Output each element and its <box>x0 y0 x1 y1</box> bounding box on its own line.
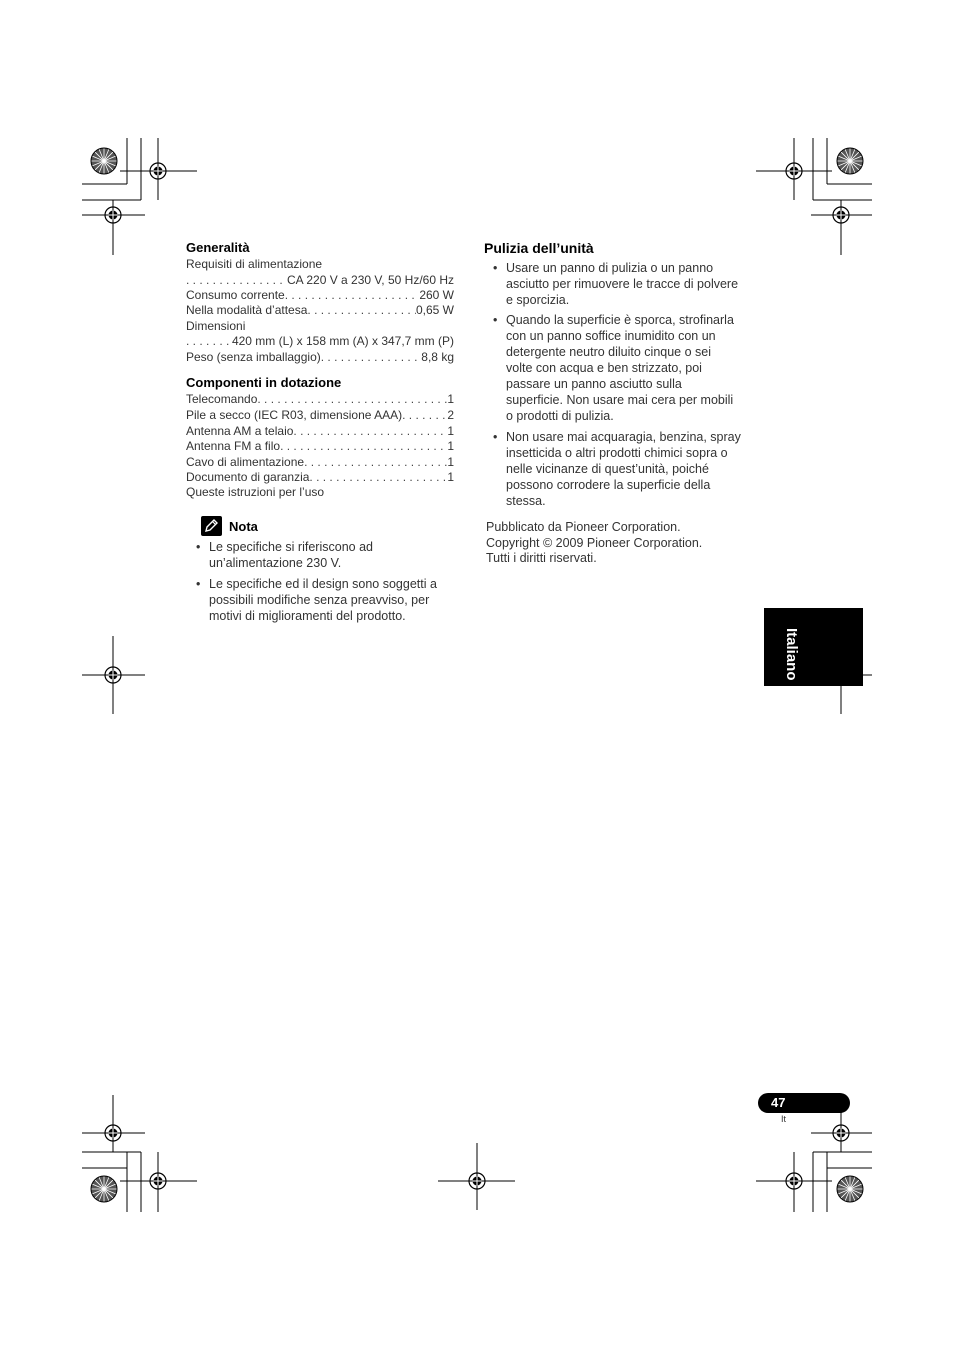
section-title-pulizia: Pulizia dell’unità <box>484 240 594 256</box>
note-bullet: • Le specifiche ed il design sono soggetti a possibili modifiche senza preavviso, per motivi di miglioramenti del prodotto. <box>196 577 437 623</box>
section-title-generalita: Generalità <box>186 240 250 255</box>
spec-label-power: Requisiti di alimentazione <box>186 257 323 271</box>
cleaning-bullet: • Non usare mai acquaragia, benzina, spray insetticida o altri prodotti chimici sopra o nelle vicinanze di quest’unità, poiché possono corrodere la superficie della stessa. <box>493 430 741 508</box>
language-tab: Italiano <box>764 608 863 686</box>
spec-row-dimensions: . . . 420 mm (L) x 158 mm (A) x 347,7 mm (P) <box>186 334 454 350</box>
note-title: Nota <box>229 519 258 534</box>
list-item: Documento di garanzia . . . 1 <box>186 470 454 486</box>
list-item: Queste istruzioni per l’uso <box>186 485 325 499</box>
spec-value-power: CA 220 V a 230 V, 50 Hz/60 Hz <box>287 273 454 287</box>
spec-row-consumption: Consumo corrente . . . 260 W <box>186 288 454 304</box>
cleaning-bullet: • Quando la superficie è sporca, strofinarla con un panno soffice inumidito con un detergente neutro diluito cinque o sei volte con acqua e ben strizzato, poi passare un panno asciutto sulla superficie. Non usare mai cera per mobili o prodotti di pulizia. <box>493 313 734 423</box>
list-item: Pile a secco (IEC R03, dimensione AAA) . . . 2 <box>186 408 454 424</box>
list-item: Antenna AM a telaio . . . 1 <box>186 424 454 440</box>
page-number-badge: 47 <box>758 1093 850 1113</box>
section-title-componenti: Componenti in dotazione <box>186 375 342 390</box>
spec-row-weight: Peso (senza imballaggio) . . . 8,8 kg <box>186 350 454 366</box>
spec-label-dimensions: Dimensioni <box>186 319 246 333</box>
publisher-info: Pubblicato da Pioneer Corporation. Copyright © 2009 Pioneer Corporation. Tutti i diritti riservati. <box>486 520 703 565</box>
note-bullet: • Le specifiche si riferiscono ad un’alimentazione 230 V. <box>196 540 373 570</box>
list-item: Telecomando . . . 1 <box>186 392 454 408</box>
list-item: Antenna FM a filo . . . 1 <box>186 439 454 455</box>
cleaning-bullet: • Usare un panno di pulizia o un panno asciutto per rimuovere le tracce di polvere e sporcizia. <box>493 261 739 307</box>
spec-row-standby: Nella modalità d’attesa . . . 0,65 W <box>186 303 454 319</box>
note-pencil-icon <box>201 516 222 536</box>
page-language: It <box>781 1114 787 1124</box>
spec-row-power <box>186 273 454 289</box>
list-item: Cavo di alimentazione . . . 1 <box>186 455 454 471</box>
